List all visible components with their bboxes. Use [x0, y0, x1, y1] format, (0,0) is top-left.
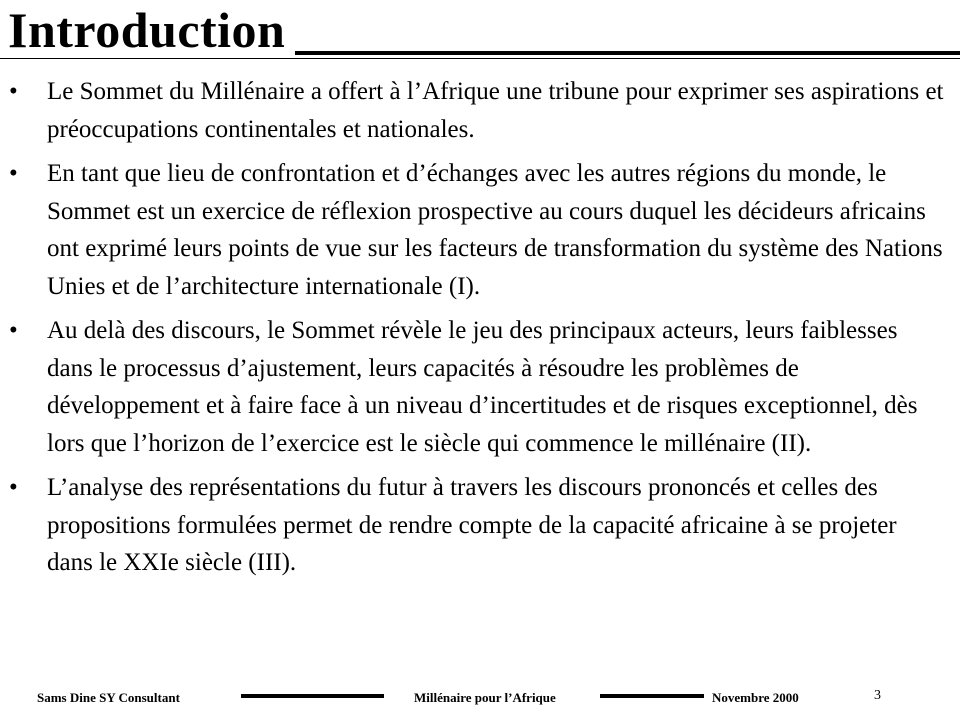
bullet-text: En tant que lieu de confrontation et d’échanges avec les autres régions du monde, le Sommet est un exercice de réflexion prospective au cours duquel les décideurs africains ont exprimé leurs points de vue sur les facteurs de transformation du système des Nations Unies et de l’architecture internationale (I).: [47, 160, 943, 300]
bullet-item: [0, 469, 960, 582]
footer-divider: [241, 694, 384, 698]
title-underline-thick: [295, 51, 960, 55]
footer-title: Millénaire pour l’Afrique: [414, 690, 556, 705]
bullet-icon: •: [9, 474, 18, 501]
footer-date: Novembre 2000: [712, 690, 799, 705]
bullet-item: [0, 312, 960, 462]
bullet-icon: •: [9, 317, 18, 344]
page-number: 3: [874, 688, 881, 703]
footer-author: Sams Dine SY Consultant: [37, 690, 180, 705]
bullet-list: [0, 73, 960, 589]
bullet-text: Le Sommet du Millénaire a offert à l’Afrique une tribune pour exprimer ses aspirations et préoccupations continentales et nationales.: [47, 78, 944, 143]
title-underline-thin: [0, 58, 960, 59]
bullet-text: L’analyse des représentations du futur à travers les discours prononcés et celles des propositions formulées permet de rendre compte de la capacité africaine à se projeter dans le XXIe siècle (III).: [47, 474, 897, 576]
bullet-icon: •: [9, 78, 18, 105]
slide-title: Introduction: [8, 2, 286, 58]
bullet-item: [0, 155, 960, 305]
bullet-icon: •: [9, 160, 18, 187]
bullet-item: [0, 73, 960, 148]
bullet-text: Au delà des discours, le Sommet révèle le jeu des principaux acteurs, leurs faiblesses dans le processus d’ajustement, leurs capacités à résoudre les problèmes de développement et à faire face à un niveau d’incertitudes et de risques exceptionnel, dès lors que l’horizon de l’exercice est le siècle qui commence le millénaire (II).: [47, 317, 918, 457]
slide-footer: [0, 684, 960, 714]
footer-divider: [600, 694, 704, 698]
